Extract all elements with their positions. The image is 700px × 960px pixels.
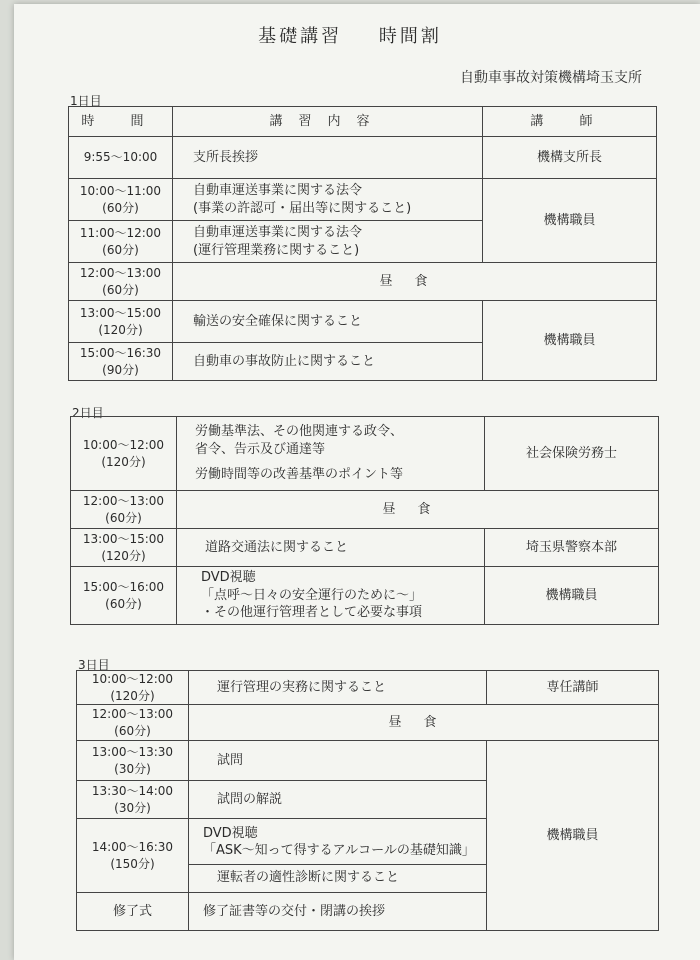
time-cell: 13:00～15:00 (120分) bbox=[71, 529, 177, 567]
header-time: 時 間 bbox=[69, 107, 173, 137]
content-cell: DVD視聴 「ASK～知って得するアルコールの基礎知識」 運転者の適性診断に関すること bbox=[189, 819, 487, 893]
content-cell: 支所長挨拶 bbox=[173, 137, 483, 179]
time-cell: 15:00～16:30 (90分) bbox=[69, 343, 173, 381]
ceremony-cell: 修了式 bbox=[77, 893, 189, 931]
lunch-cell: 昼食 bbox=[189, 705, 659, 741]
table-row bbox=[71, 491, 659, 529]
table-row bbox=[77, 671, 659, 705]
content-cell: 試問の解説 bbox=[189, 781, 487, 819]
time-cell: 14:00～16:30 (150分) bbox=[77, 819, 189, 893]
header-instructor: 講 師 bbox=[483, 107, 657, 137]
table-row bbox=[71, 567, 659, 625]
content-cell: 運行管理の実務に関すること bbox=[189, 671, 487, 705]
time-cell: 13:00～15:00 (120分) bbox=[69, 301, 173, 343]
instructor-cell: 機構職員 bbox=[485, 567, 659, 625]
content-cell: 試問 bbox=[189, 741, 487, 781]
content-cell: 輸送の安全確保に関すること bbox=[173, 301, 483, 343]
table-row bbox=[69, 263, 657, 301]
content-cell: 自動車運送事業に関する法令 (運行管理業務に関すること) bbox=[173, 221, 483, 263]
organization-name: 自動車事故対策機構埼玉支所 bbox=[460, 70, 642, 86]
instructor-cell: 専任講師 bbox=[487, 671, 659, 705]
day1-header-row bbox=[69, 107, 657, 137]
header-content: 講習内容 bbox=[173, 107, 483, 137]
instructor-cell: 社会保険労務士 bbox=[485, 417, 659, 491]
day3-table bbox=[76, 670, 659, 931]
time-cell: 10:00～12:00 (120分) bbox=[71, 417, 177, 491]
day2-table bbox=[70, 416, 659, 625]
instructor-cell: 機構職員 bbox=[483, 301, 657, 381]
document-title bbox=[0, 22, 700, 48]
instructor-cell: 機構職員 bbox=[487, 741, 659, 931]
lunch-cell: 昼食 bbox=[177, 491, 659, 529]
table-row bbox=[71, 417, 659, 491]
time-cell: 11:00～12:00 (60分) bbox=[69, 221, 173, 263]
time-cell: 12:00～13:00 (60分) bbox=[77, 705, 189, 741]
instructor-cell: 機構職員 bbox=[483, 179, 657, 263]
content-cell: 自動車運送事業に関する法令 (事業の許認可・届出等に関すること) bbox=[173, 179, 483, 221]
table-row bbox=[69, 137, 657, 179]
day1-table bbox=[68, 106, 657, 381]
content-cell: 労働基準法、その他関連する政令、 省令、告示及び通達等 労働時間等の改善基準のポイント等 bbox=[177, 417, 485, 491]
day1-label: 1日目 bbox=[70, 94, 102, 108]
table-row bbox=[71, 529, 659, 567]
table-row bbox=[69, 179, 657, 221]
content-cell: DVD視聴 「点呼～日々の安全運行のために～」 ・その他運行管理者として必要な事項 bbox=[177, 567, 485, 625]
time-cell: 15:00～16:00 (60分) bbox=[71, 567, 177, 625]
instructor-cell: 埼玉県警察本部 bbox=[485, 529, 659, 567]
table-row bbox=[69, 301, 657, 343]
day2-label: 2日目 bbox=[72, 406, 104, 420]
time-cell: 13:30～14:00 (30分) bbox=[77, 781, 189, 819]
content-cell: 道路交通法に関すること bbox=[177, 529, 485, 567]
time-cell: 12:00～13:00 (60分) bbox=[71, 491, 177, 529]
content-cell: 修了証書等の交付・閉講の挨拶 bbox=[189, 893, 487, 931]
content-cell: 自動車の事故防止に関すること bbox=[173, 343, 483, 381]
time-cell: 10:00～11:00 (60分) bbox=[69, 179, 173, 221]
lunch-cell: 昼食 bbox=[173, 263, 657, 301]
table-row bbox=[77, 741, 659, 781]
instructor-cell: 機構支所長 bbox=[483, 137, 657, 179]
table-row bbox=[77, 705, 659, 741]
time-cell: 10:00～12:00 (120分) bbox=[77, 671, 189, 705]
time-cell: 13:00～13:30 (30分) bbox=[77, 741, 189, 781]
time-cell: 12:00～13:00 (60分) bbox=[69, 263, 173, 301]
title-left: 基礎講習 bbox=[258, 26, 343, 47]
title-right: 時間割 bbox=[378, 26, 442, 47]
day3-label: 3日目 bbox=[78, 658, 110, 672]
time-cell: 9:55～10:00 bbox=[69, 137, 173, 179]
